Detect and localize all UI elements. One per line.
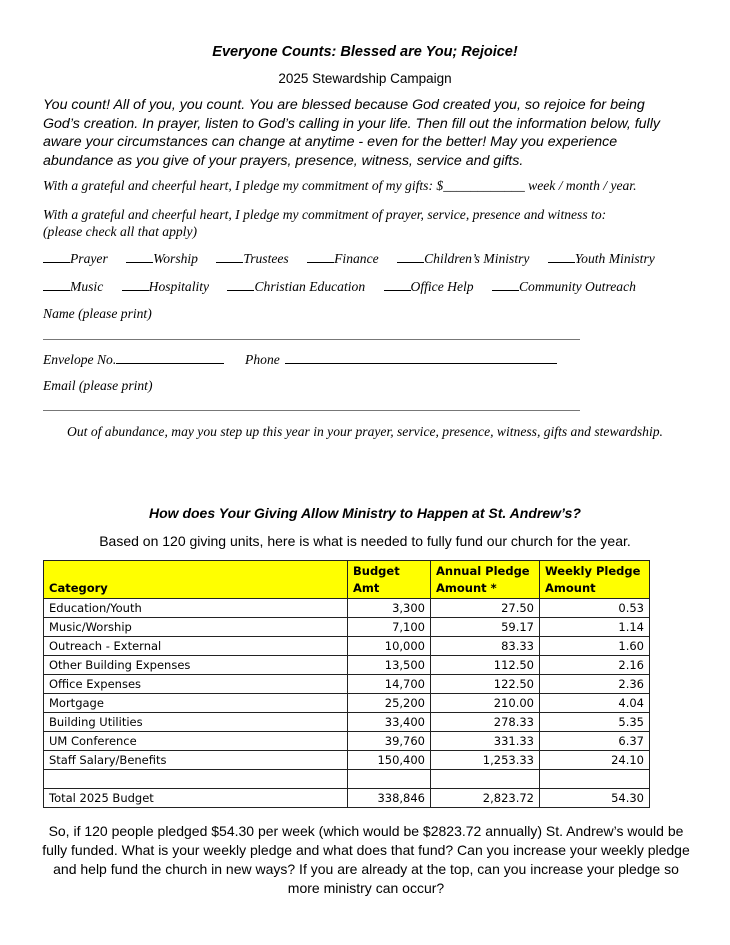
gifts-pledge-line [43, 178, 637, 194]
budget-cell [348, 770, 431, 789]
ministry-option-trustees[interactable]: Trustees [216, 251, 288, 267]
budget-section-title: How does Your Giving Allow Ministry to Happen at St. Andrew’s? [149, 505, 581, 521]
ministry-option-youth-ministry[interactable]: Youth Ministry [548, 251, 655, 267]
budget-cell: 150,400 [348, 751, 431, 770]
category-cell: Education/Youth [44, 599, 348, 618]
column-header-weekly-pledge: Weekly Pledge Amount [540, 561, 650, 599]
table-row [44, 732, 650, 751]
category-cell: Building Utilities [44, 713, 348, 732]
category-cell [44, 770, 348, 789]
table-row [44, 618, 650, 637]
category-cell: Outreach - External [44, 637, 348, 656]
phone-label: Phone [245, 352, 280, 367]
annual-cell: 2,823.72 [431, 789, 540, 808]
checkbox-blank[interactable] [122, 279, 149, 291]
weekly-cell: 6.37 [540, 732, 650, 751]
gifts-frequency-options[interactable]: week / month / year. [524, 178, 637, 193]
column-header-category: Category [44, 561, 348, 599]
closing-blessing: Out of abundance, may you step up this year in your prayer, service, presence, witness, gifts and stewardship. [67, 424, 663, 439]
budget-cell: 25,200 [348, 694, 431, 713]
weekly-cell: 24.10 [540, 751, 650, 770]
gifts-amount-field[interactable]: ____________ [443, 178, 525, 193]
annual-cell: 210.00 [431, 694, 540, 713]
checkbox-blank[interactable] [397, 251, 424, 263]
table-row-total [44, 789, 650, 808]
ministry-option-hospitality[interactable]: Hospitality [122, 279, 209, 295]
ministry-option-finance[interactable]: Finance [307, 251, 379, 267]
envelope-number-field[interactable] [116, 351, 224, 364]
category-cell: Music/Worship [44, 618, 348, 637]
envelope-phone-row [43, 351, 557, 368]
annual-cell: 59.17 [431, 618, 540, 637]
annual-cell: 112.50 [431, 656, 540, 675]
name-field[interactable] [43, 339, 580, 340]
table-row [44, 599, 650, 618]
weekly-cell: 5.35 [540, 713, 650, 732]
checkbox-blank[interactable] [216, 251, 243, 263]
table-row [44, 751, 650, 770]
weekly-cell: 1.60 [540, 637, 650, 656]
annual-cell [431, 770, 540, 789]
ministry-option-childrens-ministry[interactable]: Children’s Ministry [397, 251, 529, 267]
annual-cell: 1,253.33 [431, 751, 540, 770]
annual-cell: 83.33 [431, 637, 540, 656]
weekly-cell: 4.04 [540, 694, 650, 713]
column-header-budget: Budget Amt [348, 561, 431, 599]
ministry-option-worship[interactable]: Worship [126, 251, 198, 267]
category-cell: Mortgage [44, 694, 348, 713]
annual-cell: 122.50 [431, 675, 540, 694]
budget-table [43, 560, 650, 808]
ministry-option-prayer[interactable]: Prayer [43, 251, 108, 267]
table-row [44, 656, 650, 675]
budget-cell: 39,760 [348, 732, 431, 751]
annual-cell: 331.33 [431, 732, 540, 751]
category-cell: Total 2025 Budget [44, 789, 348, 808]
ministry-option-christian-education[interactable]: Christian Education [227, 279, 365, 295]
table-row [44, 713, 650, 732]
campaign-subtitle: 2025 Stewardship Campaign [278, 71, 452, 86]
weekly-cell: 0.53 [540, 599, 650, 618]
weekly-cell: 54.30 [540, 789, 650, 808]
service-pledge-note: (please check all that apply) [43, 224, 198, 239]
budget-cell: 338,846 [348, 789, 431, 808]
table-row [44, 694, 650, 713]
phone-field[interactable] [285, 351, 557, 364]
category-cell: Other Building Expenses [44, 656, 348, 675]
budget-cell: 14,700 [348, 675, 431, 694]
checkbox-blank[interactable] [384, 279, 411, 291]
annual-cell: 27.50 [431, 599, 540, 618]
weekly-cell: 1.14 [540, 618, 650, 637]
budget-cell: 33,400 [348, 713, 431, 732]
table-header-row [44, 561, 650, 599]
checkbox-blank[interactable] [126, 251, 153, 263]
checkbox-blank[interactable] [307, 251, 334, 263]
ministry-option-music[interactable]: Music [43, 279, 103, 295]
name-label: Name (please print) [43, 306, 152, 321]
checkbox-blank[interactable] [43, 251, 70, 263]
table-row [44, 675, 650, 694]
table-row [44, 637, 650, 656]
table-row-empty [44, 770, 650, 789]
budget-cell: 10,000 [348, 637, 431, 656]
category-cell: UM Conference [44, 732, 348, 751]
ministry-checklist-row-2 [43, 279, 651, 295]
checkbox-blank[interactable] [43, 279, 70, 291]
weekly-cell: 2.16 [540, 656, 650, 675]
service-pledge-line: With a grateful and cheerful heart, I pledge my commitment of prayer, service, presence and witness to: [43, 207, 607, 222]
summary-paragraph: So, if 120 people pledged $54.30 per week (which would be $2823.72 annually) St. Andrew’s would be fully funded. What is your weekly pledge and what does that fund? Can you increase your weekly pledge and help fund the church in new ways? If you are already at the top, can you increase your pledge so more ministry can occur? [42, 823, 690, 896]
email-label: Email (please print) [43, 378, 153, 393]
email-field[interactable] [43, 410, 580, 411]
envelope-label: Envelope No. [43, 352, 117, 367]
weekly-cell [540, 770, 650, 789]
page-title: Everyone Counts: Blessed are You; Rejoice! [212, 44, 518, 60]
service-pledge-text [43, 206, 693, 240]
gifts-pledge-prefix: With a grateful and cheerful heart, I pledge my commitment of my gifts: $ [43, 178, 444, 193]
annual-cell: 278.33 [431, 713, 540, 732]
intro-paragraph: You count! All of you, you count. You are blessed because God created you, so rejoice for being God’s creation. In prayer, listen to God’s calling in your life. Then fill out the information below, fully aware your circumstances can change at anytime - even for the better! May you experience abundance as you give of your prayers, presence, witness, service and gifts. [43, 97, 660, 169]
ministry-checklist-row-1 [43, 251, 670, 267]
category-cell: Office Expenses [44, 675, 348, 694]
budget-cell: 7,100 [348, 618, 431, 637]
checkbox-blank[interactable] [492, 279, 519, 291]
budget-cell: 13,500 [348, 656, 431, 675]
ministry-option-office-help[interactable]: Office Help [384, 279, 474, 295]
weekly-cell: 2.36 [540, 675, 650, 694]
budget-section-subtitle: Based on 120 giving units, here is what is needed to fully fund our church for the year. [99, 533, 631, 549]
ministry-option-community-outreach[interactable]: Community Outreach [492, 279, 636, 295]
checkbox-blank[interactable] [548, 251, 575, 263]
category-cell: Staff Salary/Benefits [44, 751, 348, 770]
column-header-annual-pledge: Annual Pledge Amount * [431, 561, 540, 599]
checkbox-blank[interactable] [227, 279, 254, 291]
budget-cell: 3,300 [348, 599, 431, 618]
